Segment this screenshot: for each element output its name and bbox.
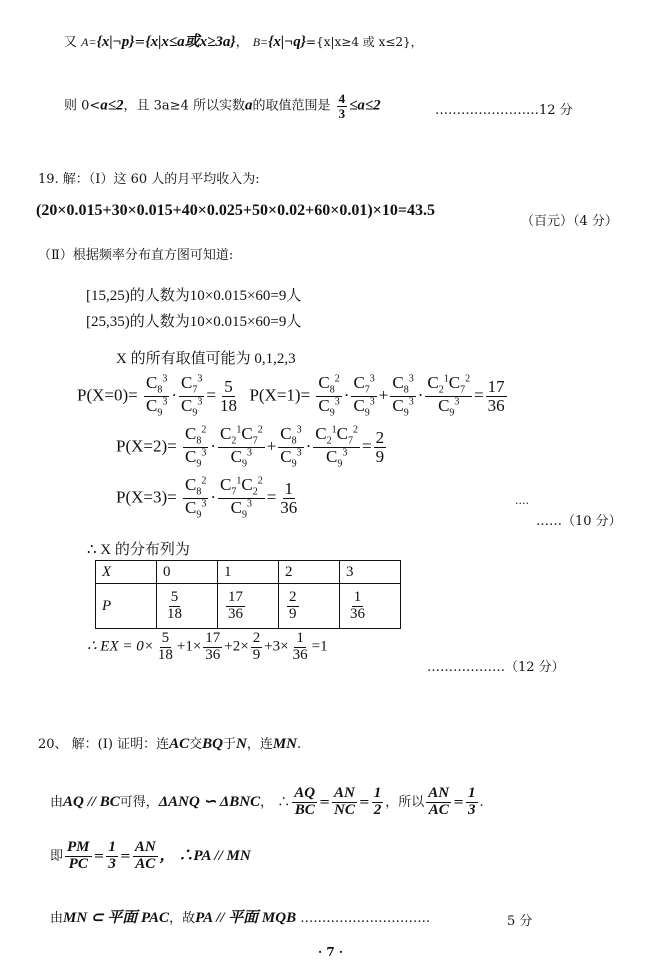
table-row [96,561,401,584]
denominator: BC [294,801,315,818]
numerator: 17 [205,630,221,646]
p1-lhs: P(X=1)= [249,385,311,405]
table-cell: 0 [157,561,218,584]
p0-lhs: P(X=0)= [77,385,138,405]
text: ∴ [277,794,291,810]
numerator: 5 [224,377,233,397]
score-12: ……………………12 分 [435,103,573,118]
point-n: N [235,736,247,752]
denominator: 36 [292,646,308,663]
numerator: 4 [338,91,346,106]
text: 则 0< [64,98,101,114]
denominator: 36 [228,605,243,622]
table-cell: P [96,584,157,629]
p2-lhs: P(X=2)= [116,436,177,456]
q20-line-3: 即 $\frac{PM}{PC}$ = $\frac{1}{3}$ = $\frac{AN}{AC}$ ， ∴PA // MN [50,839,251,872]
denominator: 18 [157,646,173,663]
p3-lhs: P(X=3)= [116,487,177,507]
set-b-label: B= [252,35,269,49]
score-10: ……（10 分） [536,514,622,529]
text: ，连 [246,737,273,752]
text: . [297,737,302,752]
frac: $\frac{C_2^1C_7^2}{C_9^3}$ [427,373,471,419]
page-number: · 7 · [318,945,344,959]
p-x2: P(X=2)= $\frac{C_8^2}{C_9^3}$ · $\frac{C_2^1C_7^2}{C_9^3}$ + $\frac{C_8^3}{C_9^3}$ · $\frac{C_2^1C_7^2}{C_9^3}$ = $\frac{2}{9}$ [116,424,385,470]
p0-result [218,378,239,415]
score-5: 5 分 [507,914,533,929]
set-b: {x|¬q} [268,34,306,50]
numerator: 17 [487,377,505,397]
frac: $\frac{C_8^3}{C_9^3}$ [145,373,168,419]
numerator: 1 [373,785,382,801]
frac: $\frac{C_2^1C_7^2}{C_9^3}$ [220,424,263,470]
denominator: 36 [280,497,298,517]
denominator: PC [68,855,88,872]
dist-title: ∴ X 的分布列为 [87,542,190,558]
range-rest: ≤a≤2 [349,97,381,114]
denominator: 9 [375,446,385,466]
text: ，故 [169,911,196,926]
numerator: AN [134,839,156,855]
denominator: 3 [338,105,346,121]
range-fraction [337,92,348,120]
set-a: {x|¬p} [96,34,135,50]
numerator: 1 [284,479,294,499]
frac: $\frac{C_8^3}{C_9^3}$ [392,373,414,419]
q20-header: 20、 解：(I) 证明：连 [38,737,170,752]
q19-formula: (20×0.015+30×0.015+40×0.025+50×0.02+60×0.01)×10=43.5 [36,202,435,219]
frac: $\frac{C_2^1C_7^2}{C_9^3}$ [315,424,358,470]
numerator: 17 [228,588,243,605]
frac: $\frac{C_8^2}{C_9^3}$ [318,373,340,419]
comma: ， [235,35,249,50]
denominator: NC [334,801,355,818]
numerator: AN [428,785,450,801]
segment-bq: BQ [202,736,223,752]
frac: $\frac{C_8^2}{C_9^3}$ [184,475,207,521]
frac: $\frac{C_7^3}{C_9^3}$ [181,373,203,419]
text: ，所以 [385,794,425,810]
numerator: 1 [353,588,362,605]
text: ，且 3a≥4 所以实数 [123,98,245,114]
table-cell: 3 [340,561,401,584]
term: +2× [224,638,249,655]
denominator: 9 [252,646,261,663]
numerator: 2 [375,428,385,448]
subset: MN ⊂ 平面 PAC [63,910,170,926]
segment-mn: MN [272,736,298,752]
denominator: 36 [487,395,505,415]
term: =1 [311,638,328,655]
q20-header-line [38,733,301,753]
denominator: AC [135,855,156,872]
x-values: X 的所有取值可能为 0,1,2,3 [116,351,296,367]
term: +1× [176,638,202,655]
frac: $\frac{C_8^3}{C_9^3}$ [280,424,302,470]
table-cell [340,584,401,629]
q19-unit-score: （百元）（4 分） [521,214,618,229]
count-2: [25,35)的人数为10×0.015×60=9人 [86,314,302,330]
segment-ac: AC [169,736,190,752]
denominator: 36 [205,646,221,663]
text: 于 [222,737,236,752]
line-1 [64,30,423,51]
numerator: AN [334,785,355,801]
table-cell [218,584,279,629]
dots: ………………………… [300,911,431,926]
numerator: 1 [296,630,304,646]
p-x3: P(X=3)= $\frac{C_8^2}{C_9^3}$ · $\frac{C_7^1C_2^2}{C_9^3}$ = $\frac{1}{36}$ [116,475,298,521]
text: 交 [189,737,203,752]
frac: $\frac{C_7^3}{C_9^3}$ [353,373,375,419]
numerator: 5 [170,588,179,605]
ex-lhs: ∴ EX = 0× [87,638,154,655]
p3-result [278,480,299,517]
text: 可得， [119,794,159,810]
text: 由 [50,911,64,926]
numerator: 1 [468,785,476,801]
variable-a: a [244,97,253,114]
set-a-label: A= [81,35,97,49]
numerator: 2 [252,630,261,646]
q20-line-2: 由AQ // BC可得，ΔANQ ∽ ΔBNC， ∴ $\frac{AQ}{BC}$ = $\frac{AN}{NC}$ = $\frac{1}{2}$ ，所以 $\frac{AN}{AC}$ = $\frac{1}{3}$ . [50,785,484,818]
parallel-plane: PA // 平面 MQB [195,910,297,926]
equals: = [134,35,146,50]
set-b-condition: ={x|x≥4 或 x≤2}， [306,35,423,49]
denominator: 18 [167,605,182,622]
p1-result [486,378,507,415]
frac: $\frac{C_7^1C_2^2}{C_9^3}$ [220,475,263,521]
denominator: 9 [289,605,297,622]
numerator: 5 [161,630,170,646]
table-cell: X [96,561,157,584]
term: +3× [264,638,289,655]
dots: .... [515,494,529,507]
q19-part2: （Ⅱ）根据频率分布直方图可知道: [38,248,234,263]
text: 即 [50,848,64,864]
expectation [87,631,328,664]
denominator: 2 [373,801,382,818]
numerator: 1 [108,839,116,855]
table-cell [279,584,340,629]
count-1: [15,25)的人数为10×0.015×60=9人 [86,288,302,304]
table-row [96,584,401,629]
numerator: PM [67,839,90,855]
score-12: ………………（12 分） [427,660,565,675]
frac: $\frac{C_8^2}{C_9^3}$ [184,424,207,470]
table-cell: 2 [279,561,340,584]
denominator: 3 [108,855,116,872]
numerator: 2 [289,588,297,605]
conclusion: ， ∴PA // MN [159,847,251,864]
q20-line-4 [50,906,430,927]
parallel: AQ // BC [63,793,120,810]
p2-result [374,429,387,466]
set-a-condition: {x|x≤a或x≥3a} [145,34,236,50]
text: 又 [64,35,78,50]
denominator: 3 [468,801,476,818]
table-cell: 1 [218,561,279,584]
distribution-table [95,560,401,629]
text: 由 [50,794,64,810]
text: ， [260,794,274,810]
p-x0-p-x1: P(X=0)= $\frac{C_8^3}{C_9^3}$ · $\frac{C_7^3}{C_9^3}$ = $\frac{5}{18}$ P(X=1)= $\frac{C_8^2}{C_9^3}$ · $\frac{C_7^3}{C_9^3}$ + $\frac{C_8^3}{C_9^3}$ · $\frac{C_2^1C_7^2}{C_9^3}$ = $\frac{17}{36}$ [77,373,505,419]
denominator: 36 [350,605,365,622]
similar: ΔANQ ∽ ΔBNC [158,793,261,810]
q19-header: 19. 解：（Ⅰ）这 60 人的月平均收入为: [38,172,260,187]
denominator: 18 [219,395,237,415]
denominator: AC [428,801,449,818]
table-cell [157,584,218,629]
inequality: a≤2 [100,97,124,114]
line-2 [64,92,381,120]
numerator: AQ [294,785,316,801]
text: 的取值范围是 [252,98,331,114]
